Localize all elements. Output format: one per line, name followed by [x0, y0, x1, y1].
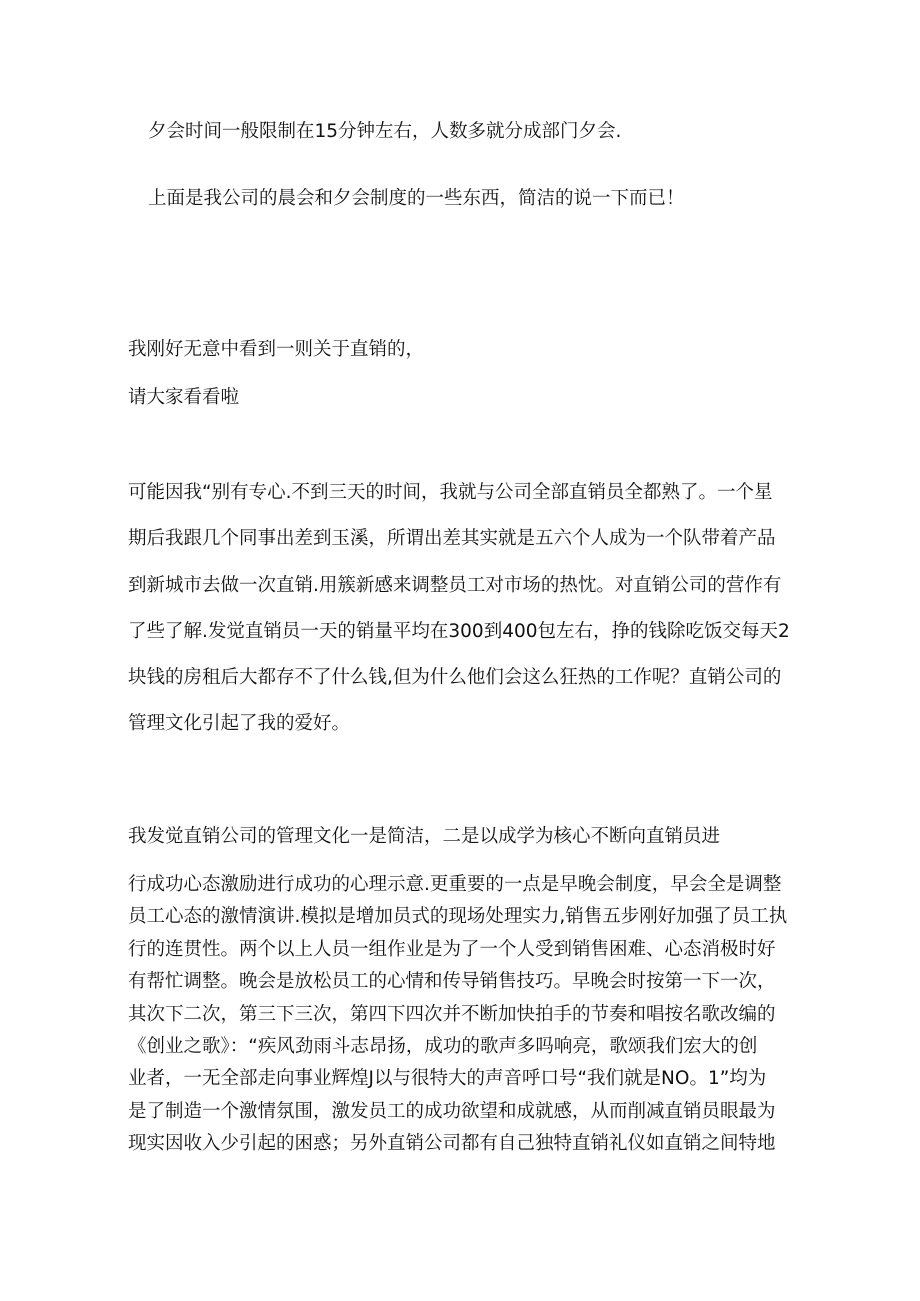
- story-line: 可能因我“别有专心.不到三天的时间，我就与公司全部直销员全都熟了。一个星: [128, 482, 773, 503]
- culture-line: 其次下二次，第三下三次，第四下四次并不断加快拍手的节奏和唱按名歌改编的: [128, 1003, 776, 1025]
- story-line: 到新城市去做一次直销.用簇新感来调整员工对市场的热忱。对直销公司的营作有: [128, 574, 782, 596]
- culture-paragraph: [128, 872, 788, 1164]
- intro-line-2: 上面是我公司的晨会和夕会制度的一些东西，简洁的说一下而已！: [148, 188, 685, 209]
- story-line: 块钱的房租后大都存不了什么钱,但为什么他们会这么狂热的工作呢？直销公司的: [128, 667, 782, 689]
- story-line: 管理文化引起了我的爱好。: [128, 713, 351, 735]
- culture-heading: 我发觉直销公司的管理文化一是简洁，二是以成学为核心不断向直销员进: [128, 826, 721, 847]
- culture-line: 现实因收入少引起的困惑；另外直销公司都有自己独特直销礼仪如直销之间特地: [128, 1133, 776, 1155]
- culture-line: 有帮忙调整。晚会是放松员工的心情和传导销售技巧。早晚会时按第一下一次，: [128, 971, 776, 993]
- note-line-2: 请大家看看啦: [128, 387, 240, 408]
- culture-line: 业者，一无全部走向事业辉煌J以与很特大的声音呼口号“我们就是NO。1”均为: [128, 1068, 767, 1090]
- story-line: 了些了解.发觉直销员一天的销量平均在300到400包左右，挣的钱除吃饭交每天2: [128, 620, 790, 642]
- culture-line: 是了制造一个激情氛围，激发员工的成功欲望和成就感，从而削减直销员眼最为: [128, 1100, 776, 1122]
- culture-line: 行的连贯性。两个以上人员一组作业是为了一个人受到销售困难、心态消极时好: [128, 938, 776, 960]
- story-line: 期后我跟几个同事出差到玉溪，所谓出差其实就是五六个人成为一个队带着产品: [128, 528, 776, 550]
- intro-line-1: 夕会时间一般限制在15分钟左右，人数多就分成部门夕会.: [148, 121, 622, 142]
- story-paragraph: [128, 480, 788, 758]
- culture-line: 员工心态的激情演讲.模拟是增加员式的现场处理实力,销售五步刚好加强了员工执: [128, 906, 788, 928]
- culture-line: 《创业之歌》：“疾风劲雨斗志昂扬，成功的歌声多吗响亮，歌颂我们宏大的创: [128, 1035, 758, 1057]
- culture-line: 行成功心态激励进行成功的心理示意.更重要的一点是早晚会制度，早会全是调整: [128, 874, 782, 895]
- note-line-1: 我刚好无意中看到一则关于直销的，: [128, 339, 425, 360]
